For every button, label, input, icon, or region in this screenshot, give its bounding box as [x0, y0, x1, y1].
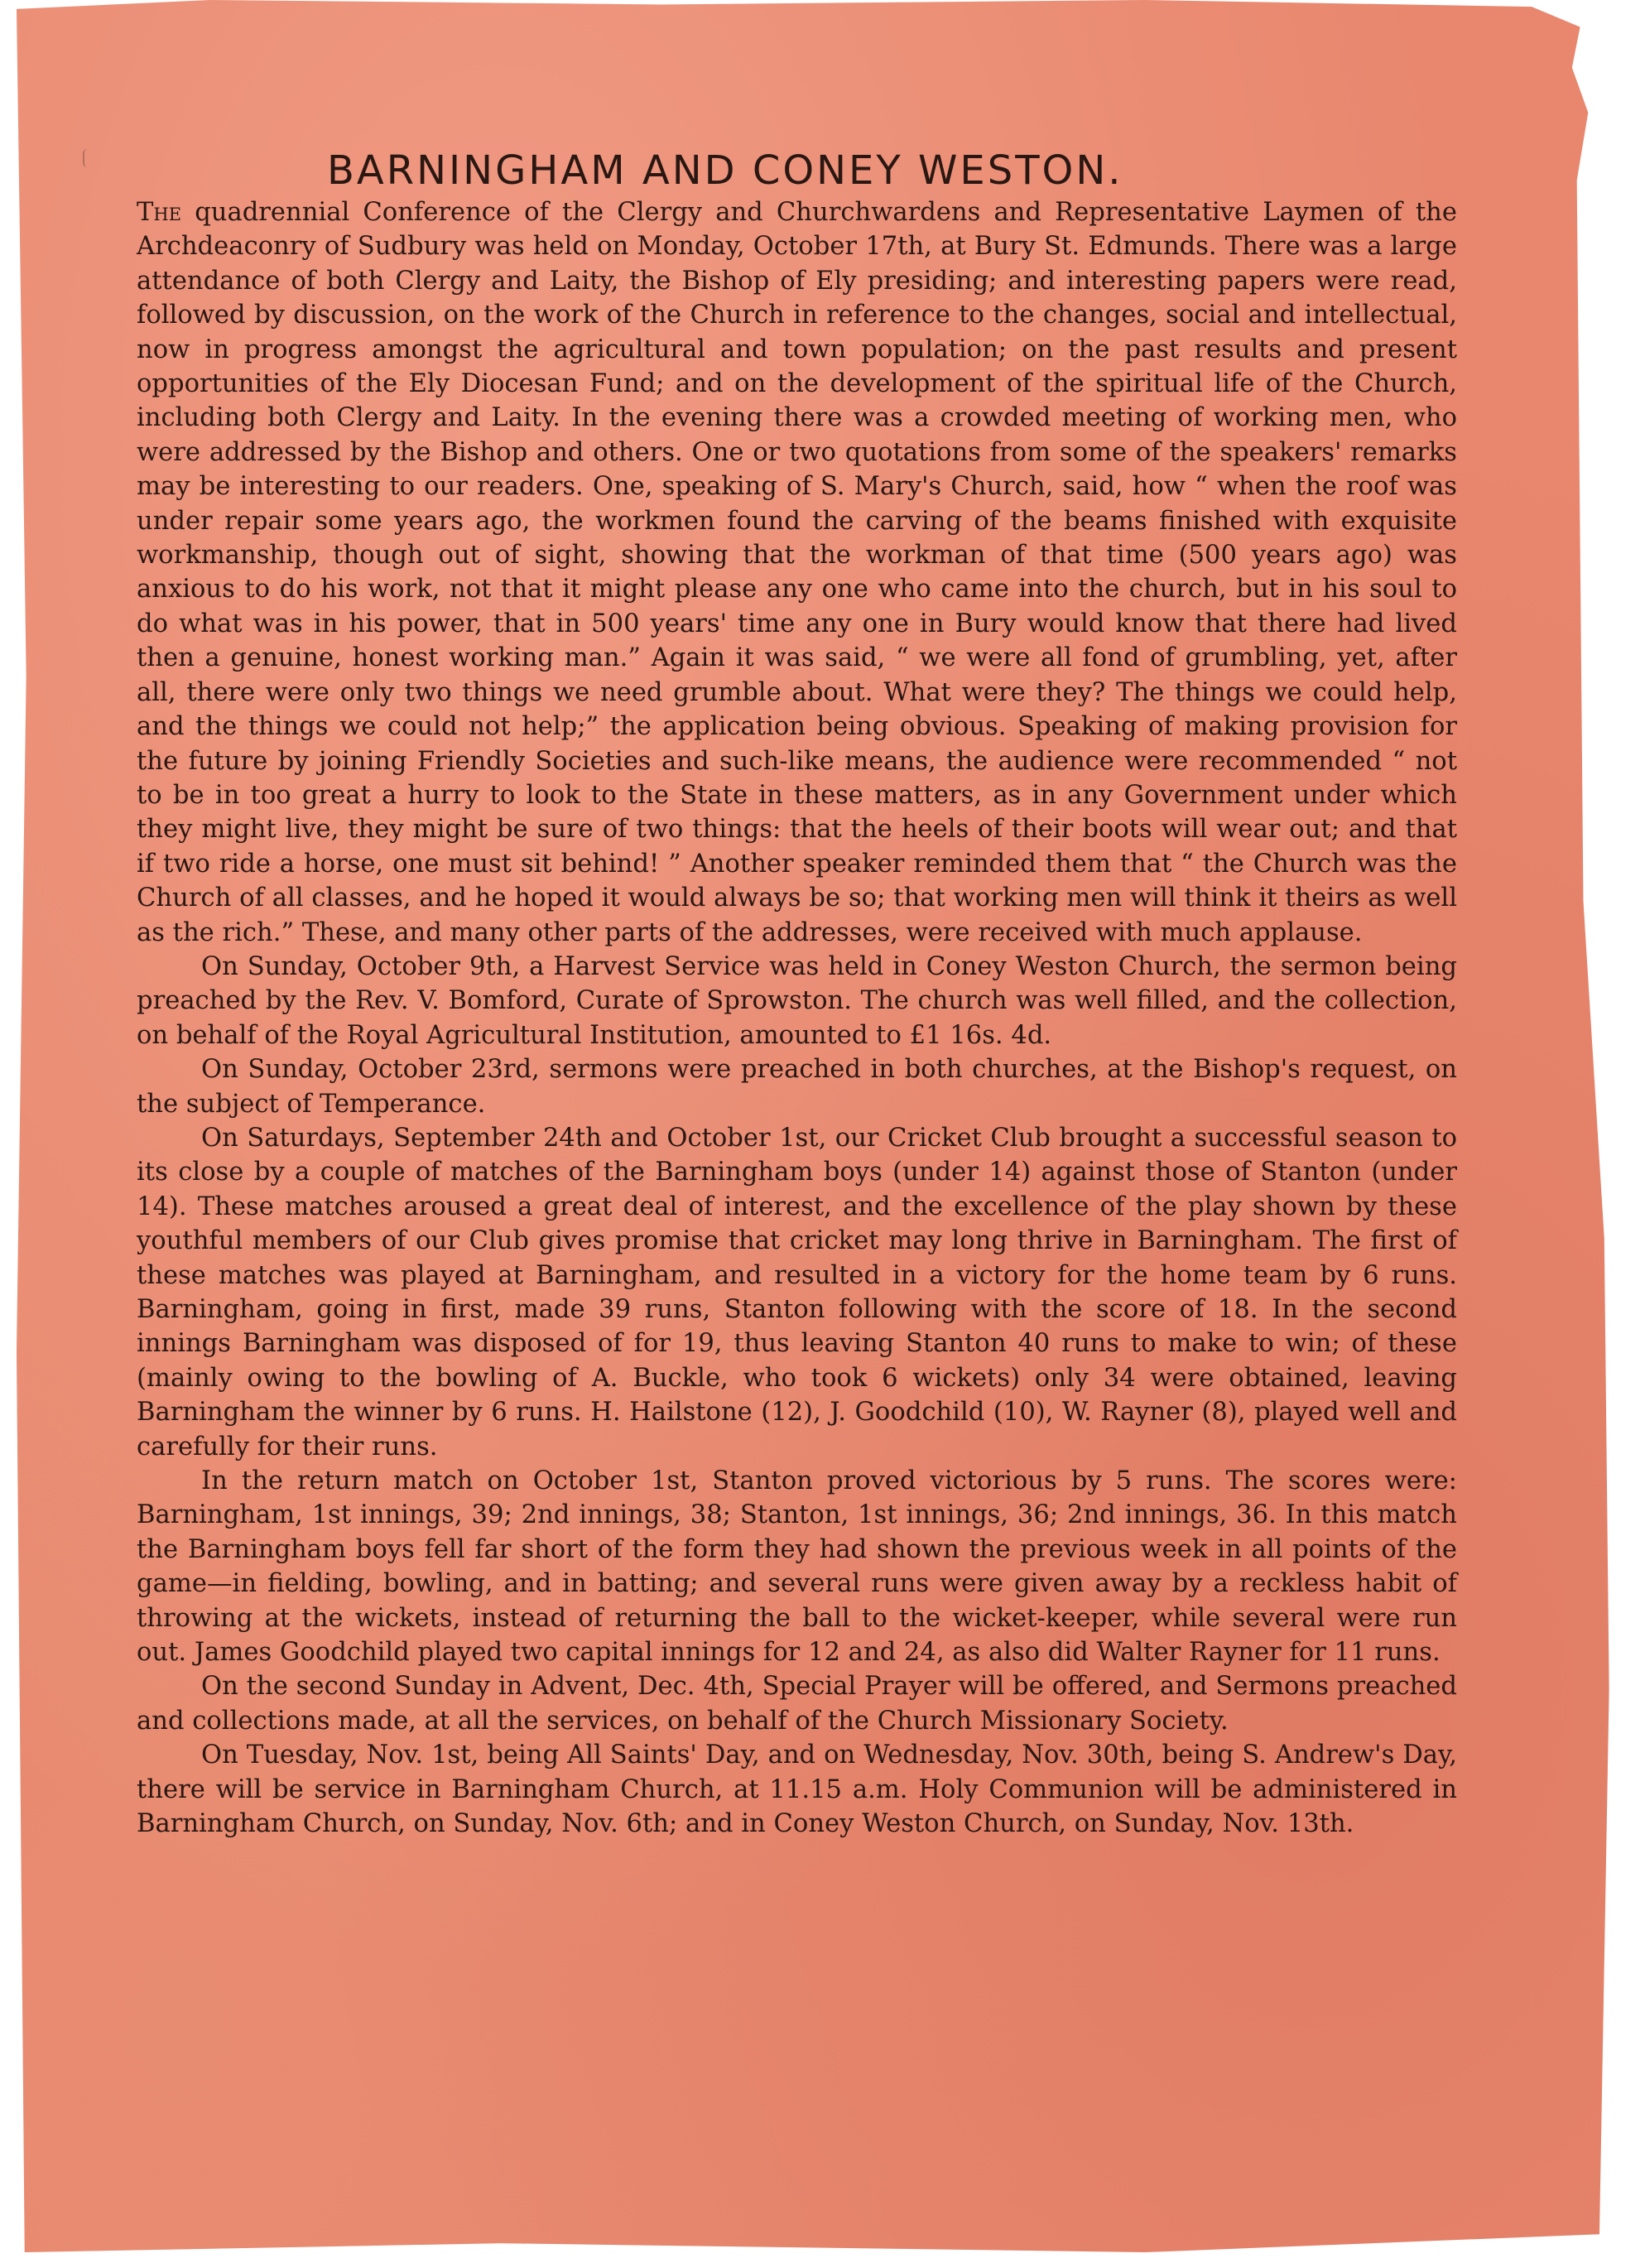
article [137, 149, 1457, 1842]
paragraph-conference [137, 195, 1457, 950]
paragraph-lead-word: The [137, 198, 182, 227]
margin-mark [83, 149, 91, 167]
paragraph-advent-prayer: On the second Sunday in Advent, Dec. 4th, Special Prayer will be offered, and Sermons preached and collections made, at all the services, on behalf of the Church Missionary Society. [137, 1672, 1457, 1736]
paragraph-harvest-service: On Sunday, October 9th, a Harvest Service was held in Coney Weston Church, the sermon being preached by the Rev. V. Bomford, Curate of Sprowston. The church was well filled, and the collection, on behalf of the Royal Agricultural Institution, amounted to £1 16s. 4d. [137, 951, 1457, 1050]
paragraph-text: quadrennial Conference of the Clergy and Churchwardens and Representative Laymen of the Archdeaconry of Sudbury was held on Monday, October 17th, at Bury St. Edmunds. There was a large attendance of both Clergy and Laity, the Bishop of Ely presiding; and interesting papers were read, followed by discussion, on the work of the Church in reference to the changes, social and intellectual, now in progress amongst the agricultural and town population; on the past results and present opportunities of the Ely Diocesan Fund; and on the development of the spiritual life of the Church, including both Clergy and Laity. In the evening there was a crowded meeting of working men, who were addressed by the Bishop and others. One or two quotations from some of the speakers' remarks may be interesting to our readers. One, speaking of S. Mary's Church, said, how “ when the roof was under repair some years ago, the workmen found the carving of the beams finished with exquisite workmanship, though out of sight, showing that the workman of that time (500 years ago) was anxious to do his work, not that it might please any one who came into the church, but in his soul to do what was in his power, that in 500 years' time any one in Bury would know that there had lived then a genuine, honest working man.” Again it was said, “ we were all fond of grumbling, yet, after all, there were only two things we need grumble about. What were they? The things we could help, and the things we could not help;” the application being obvious. Speaking of making provision for the future by joining Friendly Societies and such-like means, the audience were recommended “ not to be in too great a hurry to look to the State in these matters, as in any Government under which they might live, they might be sure of two things: that the heels of their boots will wear out; and that if two ride a horse, one must sit behind! ” Another speaker reminded them that “ the Church was the Church of all classes, and he hoped it would always be so; that working men will think it theirs as well as the rich.” These, and many other parts of the addresses, were received with much applause. [137, 198, 1457, 947]
paragraph-cricket-club: On Saturdays, September 24th and October 1st, our Cricket Club brought a successful season to its close by a couple of matches of the Barningham boys (under 14) against those of Stanton (under 14). These matches aroused a great deal of interest, and the excellence of the play shown by these youthful members of our Club gives promise that cricket may long thrive in Barningham. The first of these matches was played at Barningham, and resulted in a victory for the home team by 6 runs. Barningham, going in first, made 39 runs, Stanton following with the score of 18. In the second innings Barningham was disposed of for 19, thus leaving Stanton 40 runs to make to win; of these (mainly owing to the bowling of A. Buckle, who took 6 wickets) only 34 were obtained, leaving Barningham the winner by 6 runs. H. Hailstone (12), J. Goodchild (10), W. Rayner (8), played well and carefully for their runs. [137, 1123, 1457, 1461]
paragraph-return-match: In the return match on October 1st, Stanton proved victorious by 5 runs. The scores were: Barningham, 1st innings, 39; 2nd innings, 38; Stanton, 1st innings, 36; 2nd innings, 36. In this match the Barningham boys fell far short of the form they had shown the previous week in all points of the game—in fielding, bowling, and in batting; and several runs were given away by a reckless habit of throwing at the wickets, instead of returning the ball to the wicket-keeper, while several were run out. James Goodchild played two capital innings for 12 and 24, as also did Walter Rayner for 11 runs. [137, 1466, 1457, 1668]
paragraph-temperance: On Sunday, October 23rd, sermons were preached in both churches, at the Bishop's request, on the subject of Temperance. [137, 1055, 1457, 1119]
paragraph-services: On Tuesday, Nov. 1st, being All Saints' Day, and on Wednesday, Nov. 30th, being S. Andrew's Day, there will be service in Barningham Church, at 11.15 a.m. Holy Communion will be administered in Barningham Church, on Sunday, Nov. 6th; and in Coney Weston Church, on Sunday, Nov. 13th. [137, 1741, 1457, 1839]
article-title: BARNINGHAM AND CONEY WESTON. [327, 147, 1123, 194]
